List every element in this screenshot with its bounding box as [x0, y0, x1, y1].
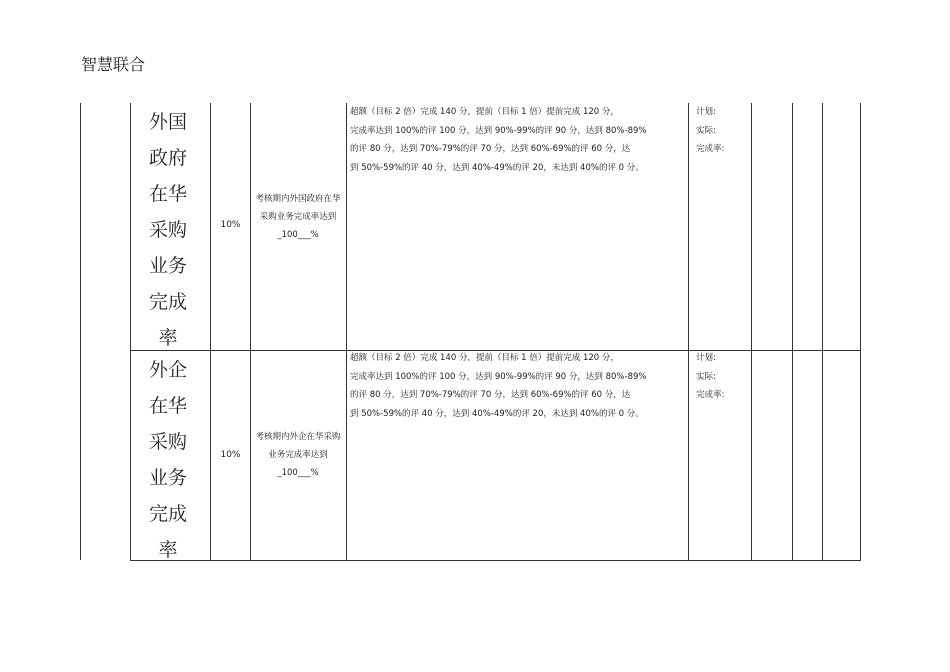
- completion-rate-label: 完成率:: [696, 390, 725, 400]
- rule-line: 到 50%-59%的评 40 分，达到 40%-49%的评 20，未达到 40%的评 0 分。: [350, 408, 644, 419]
- column-divider: [130, 103, 131, 561]
- rule-line: 完成率达到 100%的评 100 分，达到 90%-99%的评 90 分，达到 80%-89%: [350, 371, 647, 382]
- column-divider: [860, 103, 861, 561]
- table-left-margin-line: [80, 103, 81, 560]
- kpi-plan-cell: [696, 349, 751, 405]
- rule-line: 的评 80 分，达到 70%-79%的评 70 分，达到 60%-69%的评 60 分，达: [350, 390, 631, 400]
- table-bottom-line: [130, 560, 861, 561]
- kpi-name-cell: 外国政府在华采购业务完成率: [148, 111, 187, 349]
- column-divider: [751, 103, 752, 561]
- column-divider: [346, 103, 347, 561]
- rule-line: 的评 80 分，达到 70%-79%的评 70 分，达到 60%-69%的评 60 分，达: [350, 144, 631, 154]
- plan-label: 计划:: [696, 353, 716, 363]
- kpi-plan-cell: [696, 103, 751, 159]
- column-divider: [210, 103, 211, 561]
- kpi-scoring-rule-cell: [350, 103, 687, 177]
- kpi-weight-cell: 10%: [220, 220, 241, 230]
- column-divider: [822, 103, 823, 561]
- actual-label: 实际:: [696, 125, 716, 136]
- column-divider: [688, 103, 689, 561]
- completion-rate-label: 完成率:: [696, 144, 725, 154]
- kpi-target-cell: 考核期内外企在华采购业务完成率达到 _100___%: [255, 432, 341, 478]
- rule-line: 完成率达到 100%的评 100 分，达到 90%-99%的评 90 分，达到 80%-89%: [350, 125, 647, 136]
- rule-line: 超额（目标 2 倍）完成 140 分，提前（目标 1 倍）提前完成 120 分，: [350, 353, 619, 363]
- kpi-target-cell: 考核期内外国政府在华采购业务完成率达到 _100___%: [255, 194, 341, 240]
- column-divider: [250, 103, 251, 561]
- rule-line: 到 50%-59%的评 40 分，达到 40%-49%的评 20，未达到 40%的评 0 分。: [350, 162, 644, 173]
- rule-line: 超额（目标 2 倍）完成 140 分，提前（目标 1 倍）提前完成 120 分，: [350, 107, 619, 117]
- kpi-weight-cell: 10%: [220, 450, 241, 460]
- kpi-name-cell: 外企在华采购业务完成率: [148, 359, 187, 561]
- document-header: 智慧联合: [81, 55, 146, 74]
- column-divider: [792, 103, 793, 561]
- kpi-scoring-rule-cell: [350, 349, 687, 423]
- actual-label: 实际:: [696, 371, 716, 382]
- plan-label: 计划:: [696, 107, 716, 117]
